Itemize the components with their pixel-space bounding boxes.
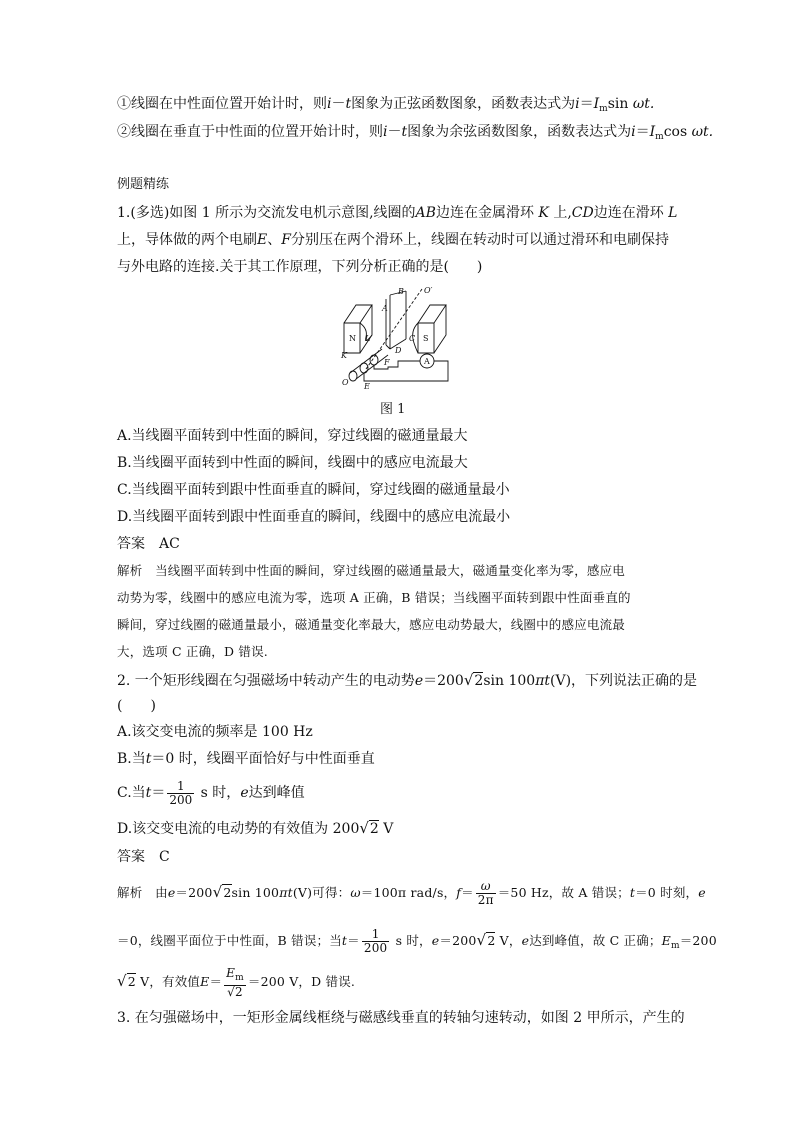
text: ①线圈在中性面位置开始计时，则 (117, 96, 327, 112)
text: sin (607, 96, 629, 112)
q1-stem-line-2 (117, 230, 669, 250)
text: ＝200 (679, 933, 717, 948)
fig-label-D: D (395, 346, 402, 355)
text: ＝ (209, 974, 223, 989)
fig-label-K: K (341, 351, 347, 360)
fig-label-E: E (364, 382, 370, 390)
fig-label-F: F (384, 358, 390, 367)
q1-answer (117, 534, 180, 554)
ac-generator-figure (338, 285, 456, 390)
var-t: t (401, 124, 408, 140)
radicand: 2 (235, 984, 243, 999)
q1-option-a: A.当线圈平面转到中性面的瞬间，穿过线圈的磁通量最大 (117, 428, 468, 444)
var-F: F (281, 232, 291, 248)
text: D.该交变电流的电动势的有效值为 200 (117, 821, 360, 837)
text: 2. 一个矩形线圈在匀强磁场中转动产生的电动势 (117, 673, 415, 689)
text: 上，导体做的两个电刷 (117, 232, 257, 248)
text: 当 (329, 933, 342, 948)
text: ＝ (635, 124, 650, 140)
q1-analysis-line-4: 大，选项 C 正确，D 错误. (117, 644, 268, 659)
sqrt-sign: √ (117, 972, 127, 990)
text: ＝ (423, 673, 438, 689)
fig-label-O: O (342, 378, 349, 387)
var-omega: ω (350, 885, 361, 900)
var-omega-t: ωt. (632, 96, 655, 112)
sqrt-2 (464, 670, 483, 691)
text: 图象为正弦函数图象，函数表达式为 (351, 96, 576, 112)
text: s 时， (395, 933, 432, 948)
fraction-omega-2pi (476, 880, 496, 907)
intro-line-2 (117, 122, 713, 147)
q1-stem-line-1 (117, 203, 677, 223)
text: ＝200 V，D 错误. (247, 974, 356, 989)
var-pi-t: πt (535, 673, 551, 689)
var-e: e (167, 885, 176, 900)
denominator: 200 (363, 941, 388, 955)
var-E: E (200, 974, 210, 989)
text: sin 100 (231, 885, 280, 900)
q1-stem-line-3: 与外电路的连接.关于其工作原理，下列分析正确的是( ) (117, 259, 483, 275)
text: s 时， (200, 785, 241, 801)
fig-label-C: C (409, 334, 416, 343)
denominator: 2π (477, 893, 494, 907)
numerator: 1 (167, 780, 194, 794)
fig-label-L: L (365, 334, 371, 343)
var-t: t (341, 933, 348, 948)
q2-analysis-line-3 (117, 964, 355, 999)
q1-option-d: D.当线圈平面转到跟中性面垂直的瞬间，线圈中的感应电流最小 (117, 509, 511, 525)
var-i: i (327, 96, 332, 112)
q2-option-d (117, 818, 393, 839)
text: ＝ (347, 933, 360, 948)
var-K: K (538, 205, 549, 221)
text: 、 (267, 232, 282, 248)
radicand: 2 (127, 974, 136, 989)
section-title: 例题精练 (117, 177, 170, 192)
text: cos (663, 124, 688, 140)
text: － (331, 96, 346, 112)
var-e: e (414, 673, 424, 689)
var-I: I (649, 124, 656, 140)
radicand: 2 (369, 821, 379, 837)
text: B.当 (117, 751, 146, 767)
sqrt-sign: √ (359, 819, 369, 837)
fig-label-A: A (382, 304, 388, 313)
answer-value: AC (159, 536, 180, 552)
sqrt-sign: √ (463, 671, 474, 689)
q1-analysis-line-3: 瞬间，穿过线圈的磁通量最小，磁通量变化率最大，感应电动势最大，线圈中的感应电流最 (117, 617, 626, 632)
sqrt-sign: √ (227, 984, 236, 999)
text: V (383, 821, 394, 837)
radicand: 2 (474, 673, 484, 689)
var-E: E (226, 965, 236, 980)
text: ＝ (461, 885, 474, 900)
var-t: t (345, 96, 352, 112)
var-CD: CD (571, 205, 594, 221)
text: 边连在金属滑环 (435, 205, 534, 221)
text: ＝0 时，线圈平面恰好与中性面垂直 (151, 751, 375, 767)
figure-caption: 图 1 (380, 402, 406, 417)
fraction-1-200 (362, 928, 390, 955)
q1-option-c: C.当线圈平面转到跟中性面垂直的瞬间，穿过线圈的磁通量最小 (117, 482, 510, 498)
fig-label-N: N (349, 334, 356, 343)
var-e: e (698, 885, 706, 900)
text: ＝200 (439, 933, 477, 948)
text: 当线圈平面转到中性面的瞬间，穿过线圈的磁通量最大，磁通量变化率为零，感应电 (155, 563, 626, 578)
text: 200 (437, 673, 464, 689)
var-t: t (145, 751, 152, 767)
var-i: i (383, 124, 388, 140)
text: (V)可得： (292, 885, 351, 900)
q2-analysis-line-1 (117, 876, 706, 909)
q2-option-a: A.该交变电流的频率是 100 Hz (117, 724, 313, 740)
denominator (224, 986, 246, 999)
intro-line-1 (117, 94, 654, 119)
subscript: m (235, 972, 244, 983)
text: C.当 (117, 785, 146, 801)
var-omega-t: ωt. (691, 124, 714, 140)
text: 图象为余弦函数图象，函数表达式为 (407, 124, 632, 140)
sqrt-2 (359, 818, 378, 839)
text: ＝50 Hz，故 A 错误； (497, 885, 630, 900)
sqrt-2 (477, 924, 496, 957)
text: (V)，下列说法正确的是 (550, 673, 698, 689)
text: V，有效值 (140, 974, 201, 989)
fraction-Em-sqrt2 (224, 967, 246, 999)
sqrt-2 (213, 876, 232, 909)
radicand: 2 (223, 885, 232, 900)
q2-answer (117, 847, 170, 867)
text: ＝0 时刻， (635, 885, 699, 900)
numerator (224, 967, 246, 986)
ammeter-label: A (424, 357, 430, 366)
text: 1.(多选)如图 1 所示为交流发电机示意图,线圈的 (117, 205, 416, 221)
sqrt-sign: √ (212, 883, 223, 901)
var-L: L (668, 205, 678, 221)
analysis-label: 解析 (117, 885, 143, 900)
text: ＝100π rad/s， (360, 885, 457, 900)
var-t: t (145, 785, 152, 801)
text: ＝ (579, 96, 594, 112)
fig-label-B: B (398, 287, 404, 296)
var-e: e (431, 933, 440, 948)
analysis-label: 解析 (117, 563, 143, 578)
var-AB: AB (415, 205, 436, 221)
subscript: m (670, 941, 680, 951)
text: ＝ (151, 785, 166, 801)
var-E: E (661, 933, 671, 948)
var-i: i (575, 96, 580, 112)
text: 边连在滑环 (593, 205, 664, 221)
q1-analysis-line-2: 动势为零，线圈中的感应电流为零，选项 A 正确，B 错误；当线圈平面转到跟中性面垂直的 (117, 590, 631, 605)
fig-label-S: S (423, 334, 429, 343)
q1-option-b: B.当线圈平面转到中性面的瞬间，线圈中的感应电流最大 (117, 455, 468, 471)
text: 上, (553, 205, 572, 221)
answer-label: 答案 (117, 536, 145, 552)
subscript: m (599, 104, 608, 114)
answer-value: C (159, 849, 170, 865)
numerator: 1 (362, 928, 390, 942)
sqrt-2 (117, 964, 136, 999)
var-e: e (240, 785, 249, 801)
q2-option-b (117, 749, 375, 769)
fig-label-O-prime: O′ (424, 286, 433, 295)
text: V， (499, 933, 522, 948)
var-t: t (629, 885, 636, 900)
var-i: i (631, 124, 636, 140)
var-pi-t: πt (279, 885, 293, 900)
var-f: f (456, 885, 462, 900)
q2-paren: ( ) (117, 698, 156, 714)
sqrt-sign: √ (476, 931, 487, 949)
text: sin 100 (483, 673, 536, 689)
q2-option-c (117, 778, 305, 808)
text: 达到峰值 (248, 785, 305, 801)
text: 由 (155, 885, 168, 900)
numerator: ω (476, 880, 496, 894)
text: 分别压在两个滑环上，线圈在转动时可以通过滑环和电刷保持 (290, 232, 669, 248)
q2-analysis-line-2 (117, 924, 717, 962)
text: ＝0，线圈平面位于中性面，B 错误； (117, 933, 330, 948)
q2-stem-line-1 (117, 670, 697, 691)
subscript: m (655, 132, 664, 142)
answer-label: 答案 (117, 849, 145, 865)
text: ②线圈在垂直于中性面的位置开始计时，则 (117, 124, 383, 140)
radicand: 2 (487, 933, 496, 948)
var-E: E (257, 232, 268, 248)
denominator: 200 (169, 792, 193, 807)
q3-stem-line-1: 3. 在匀强磁场中，一矩形金属线框绕与磁感线垂直的转轴匀速转动，如图 2 甲所示，产生的 (117, 1010, 685, 1026)
q1-analysis-line-1 (117, 561, 625, 581)
var-e: e (521, 933, 530, 948)
fraction-1-200 (167, 780, 194, 807)
text: － (387, 124, 402, 140)
text: 达到峰值，故 C 正确； (529, 933, 662, 948)
var-I: I (593, 96, 600, 112)
text: ＝200 (175, 885, 213, 900)
